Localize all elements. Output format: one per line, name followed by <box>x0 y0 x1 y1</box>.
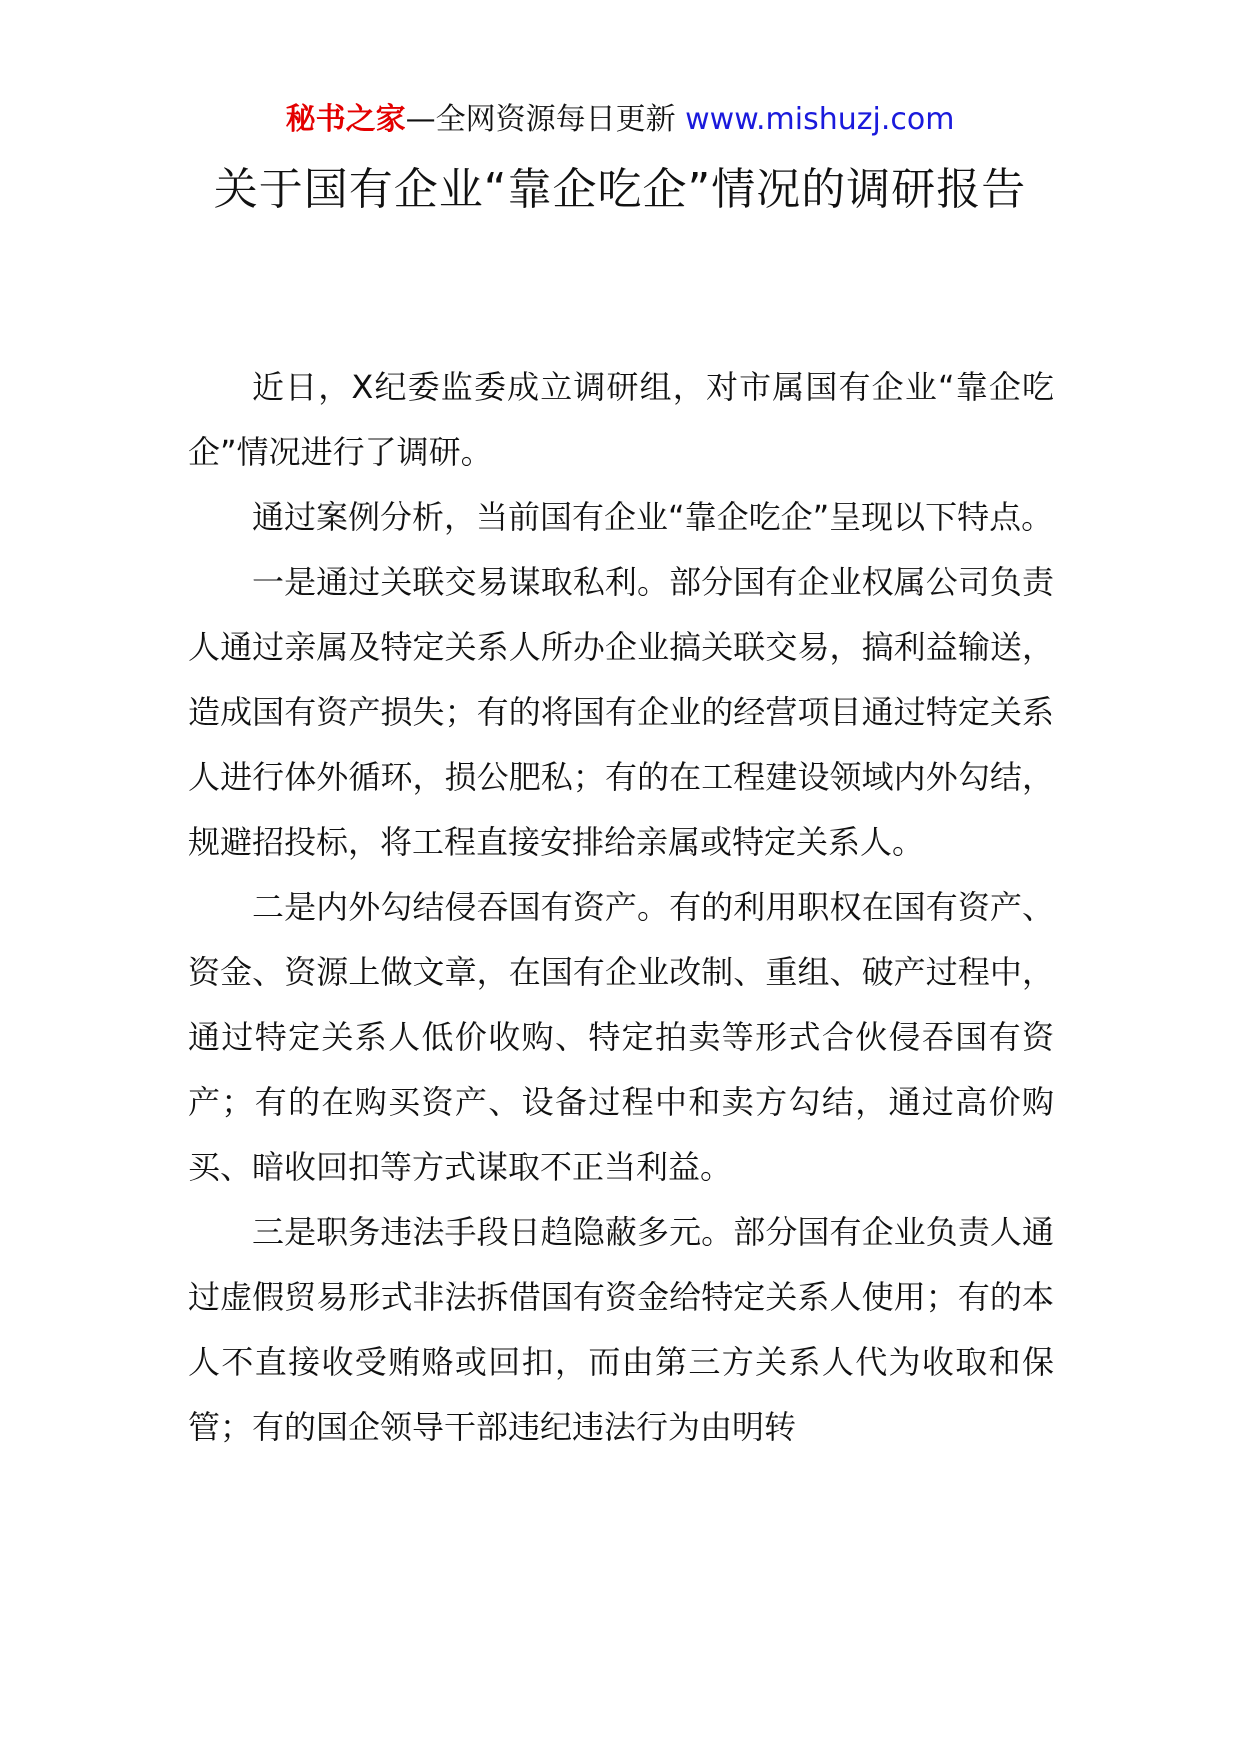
brand-name: 秘书之家 <box>285 102 406 137</box>
paragraph-intro: 近日，X纪委监委成立调研组，对市属国有企业“靠企吃企”情况进行了调研。 <box>188 368 1054 471</box>
paragraph-summary: 通过案例分析，当前国有企业“靠企吃企”呈现以下特点。 <box>252 498 1054 536</box>
header-slogan: —全网资源每日更新 <box>405 102 686 137</box>
paragraph-point-three: 三是职务违法手段日趋隐蔽多元。部分国有企业负责人通过虚假贸易形式非法拆借国有资金给特定关系人使用；有的本人不直接收受贿赂或回扣，而由第三方关系人代为收取和保管；有的国企领导干部违纪违法行为由明转 <box>188 1213 1054 1446</box>
paragraph-point-two: 二是内外勾结侵吞国有资产。有的利用职权在国有资产、资金、资源上做文章，在国有企业改制、重组、破产过程中，通过特定关系人低价收购、特定拍卖等形式合伙侵吞国有资产；有的在购买资产、设备过程中和卖方勾结，通过高价购买、暗收回扣等方式谋取不正当利益。 <box>188 888 1054 1186</box>
document-title: 关于国有企业“靠企吃企”情况的调研报告 <box>213 164 1027 215</box>
site-header <box>0 98 1240 142</box>
document-body <box>188 355 1054 1460</box>
paragraph-point-one: 一是通过关联交易谋取私利。部分国有企业权属公司负责人通过亲属及特定关系人所办企业搞关联交易，搞利益输送，造成国有资产损失；有的将国有企业的经营项目通过特定关系人进行体外循环，损公肥私；有的在工程建设领域内外勾结，规避招投标，将工程直接安排给亲属或特定关系人。 <box>188 563 1054 861</box>
site-url-link[interactable]: www.mishuzj.com <box>685 102 955 137</box>
